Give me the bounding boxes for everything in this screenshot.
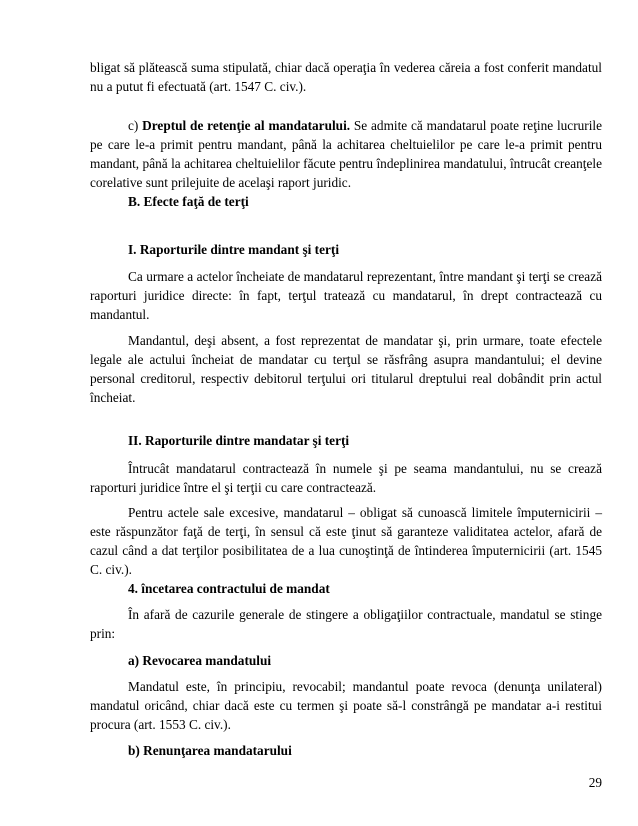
paragraph-revocation: Mandatul este, în principiu, revocabil; mandantul poate revoca (denunţa unilateral) mandatul oricând, chiar dacă este cu termen şi poate să-l constrângă pe mandatar a-i restitui procura (art. 1553 C. civ.). — [90, 679, 602, 732]
paragraph-continuation: bligat să plătească suma stipulată, chiar dacă operaţia în vederea căreia a fost conferit mandatul nu a putut fi efectuată (art. 1547 C. civ.). — [90, 60, 602, 94]
paragraph-absent-principal: Mandantul, deşi absent, a fost reprezentat de mandatar şi, prin urmare, toate efectele legale ale actului încheiat de mandatar cu terţul se răsfrâng asupra mandantului; el devine personal creditorul, respectiv debitorul terţului ori titularul dreptului real dobândit prin actul încheiat. — [90, 333, 602, 405]
heading-agent-third-parties: II. Raporturile dintre mandatar şi terţi — [128, 433, 350, 448]
heading-principal-third-parties: I. Raporturile dintre mandant şi terţi — [128, 242, 340, 257]
paragraph-no-relations: Întrucât mandatarul contractează în numele şi pe seama mandantului, nu se crează raporturi juridice între el şi terţii cu care contractează. — [90, 461, 602, 495]
paragraph-retention-right — [90, 116, 602, 192]
paragraph-retention-body: Se admite că mandatarul poate reţine lucrurile pe care le-a primit pentru mandant, până la achitarea cheltuielilor pe care le-a primit pentru mandant, până la achitarea cheltuielilor făcute pentru îndeplinirea mandatului, întrucât creanţele corelative sunt prilejuite de acelaşi raport juridic. — [90, 118, 602, 190]
paragraph-excessive-acts: Pentru actele sale excesive, mandatarul – obligat să cunoască limitele împuternicirii – este răspunzător faţă de terţi, în sensul că este ţinut să garanteze validitatea actelor, afară de cazul când a dat terţilor posibilitatea de a lua cunoştinţă de întinderea împuternicirii (art. 1545 C. civ.). — [90, 505, 602, 577]
paragraph-termination-causes: În afară de cazurile generale de stingere a obligaţiilor contractuale, mandatul se stinge prin: — [90, 607, 602, 641]
paragraph-retention-lead: c) — [128, 118, 143, 133]
heading-renunciation: b) Renunţarea mandatarului — [128, 743, 292, 758]
paragraph-retention-bold-title: Dreptul de retenţie al mandatarului. — [142, 118, 351, 133]
paragraph-direct-relations: Ca urmare a actelor încheiate de mandatarul reprezentant, între mandant şi terţi se crează raporturi juridice directe: în fapt, terţul tratează cu mandatarul, în drept contractează cu mandantul. — [90, 269, 602, 322]
heading-effects-third-parties: B. Efecte faţă de terţi — [128, 194, 249, 209]
heading-revocation: a) Revocarea mandatului — [128, 653, 272, 668]
page-number: 29 — [588, 775, 602, 790]
heading-termination: 4. încetarea contractului de mandat — [128, 581, 330, 596]
